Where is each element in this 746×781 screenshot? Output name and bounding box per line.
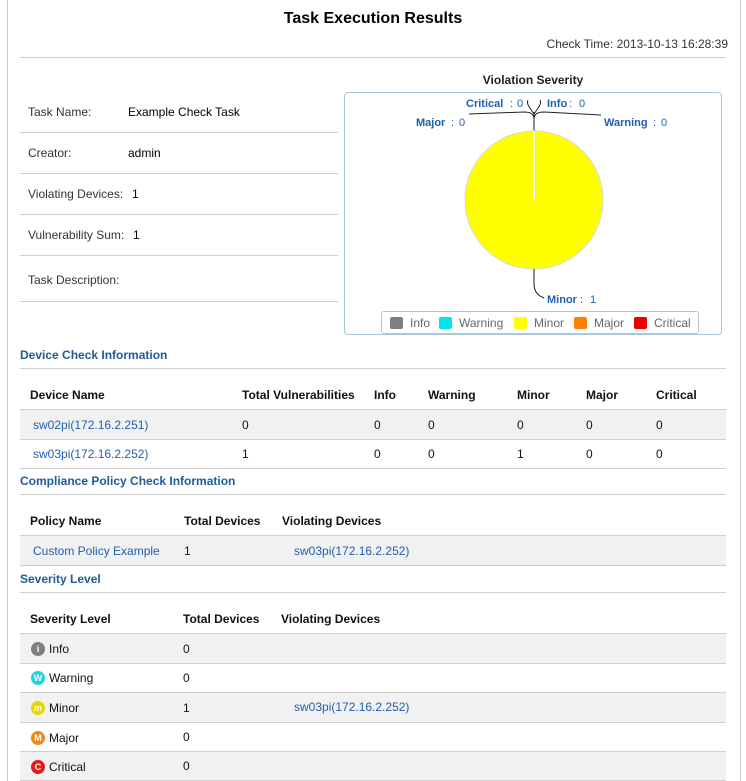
legend-swatch-critical [634, 317, 647, 329]
cell-total-devices: 0 [183, 759, 190, 773]
label-minor: Minor [547, 294, 577, 306]
legend-swatch-info [390, 317, 403, 329]
violating-devices-value: 1 [132, 187, 139, 201]
check-time-value: 2013-10-13 16:28:39 [616, 37, 728, 51]
th-major: Major [586, 388, 619, 402]
th-total-devices: Total Devices [184, 514, 261, 528]
label-critical-value: 0 [517, 98, 524, 110]
severity-label: Major [49, 731, 80, 745]
info-icon [31, 642, 45, 656]
device-section-title: Device Check Information [20, 348, 168, 362]
th-total-devices: Total Devices [183, 612, 260, 626]
policy-section-title: Compliance Policy Check Information [20, 474, 236, 488]
cell-info: 0 [374, 447, 381, 461]
legend-label-major: Major [594, 316, 625, 330]
major-icon [31, 731, 45, 745]
task-description-row [20, 256, 338, 302]
legend-label-critical: Critical [654, 316, 691, 330]
cell-total-devices: 0 [183, 671, 190, 685]
th-warning: Warning [428, 388, 476, 402]
table-row [20, 723, 726, 752]
legend-swatch-warning [439, 317, 452, 329]
th-info: Info [374, 388, 396, 402]
severity-label: Minor [49, 701, 80, 715]
warning-icon-glyph: W [33, 673, 43, 683]
minor-icon-glyph: m [33, 703, 42, 713]
violating-device-link[interactable]: sw03pi(172.16.2.252) [294, 700, 410, 714]
policy-table-header [20, 506, 726, 536]
th-total-vulnerabilities: Total Vulnerabilities [242, 388, 355, 402]
severity-label: Warning [49, 671, 94, 685]
severity-label: Critical [49, 760, 86, 774]
label-info-value-sep: : [569, 98, 573, 110]
th-critical: Critical [656, 388, 697, 402]
pie-label-connector-minor [534, 269, 544, 298]
chart-legend [381, 311, 699, 334]
device-link[interactable]: sw03pi(172.16.2.252) [33, 447, 149, 461]
task-name-label: Task Name: [28, 105, 92, 119]
cell-critical: 0 [656, 447, 663, 461]
severity-section-divider [20, 592, 726, 593]
label-major-value-sep: : [451, 117, 455, 129]
check-time [547, 37, 728, 51]
table-row [20, 664, 726, 693]
policy-section-divider [20, 494, 726, 495]
violating-device-link[interactable]: sw03pi(172.16.2.252) [294, 544, 410, 558]
severity-section-title: Severity Level [20, 572, 101, 586]
legend-label-minor: Minor [534, 316, 565, 330]
critical-icon-glyph: C [34, 762, 42, 772]
task-name-value: Example Check Task [128, 105, 240, 119]
label-warning: Warning [604, 117, 648, 129]
legend-swatch-minor [514, 317, 527, 329]
device-link[interactable]: sw02pi(172.16.2.251) [33, 418, 149, 432]
severity-table-header [20, 604, 726, 634]
label-major-value: 0 [459, 117, 466, 129]
cell-total-devices: 0 [183, 642, 190, 656]
table-row [20, 536, 726, 566]
cell-total: 1 [242, 447, 249, 461]
table-row [20, 410, 726, 440]
vulnerability-sum-label: Vulnerability Sum: [28, 228, 125, 242]
vulnerability-sum-row [20, 215, 338, 256]
label-critical-value-sep: : [510, 98, 514, 110]
cell-info: 0 [374, 418, 381, 432]
cell-total: 0 [242, 418, 249, 432]
legend-label-info: Info [410, 316, 431, 330]
device-table-header [20, 380, 726, 410]
label-info-value: 0 [579, 98, 586, 110]
label-minor-value-sep: : [580, 294, 584, 306]
task-description-label: Task Description: [28, 273, 120, 287]
severity-label: Info [49, 642, 70, 656]
th-violating-devices: Violating Devices [282, 514, 382, 528]
label-info: Info [547, 98, 568, 110]
table-row [20, 693, 726, 723]
table-row [20, 634, 726, 664]
th-violating-devices: Violating Devices [281, 612, 381, 626]
label-warning-value: 0 [661, 117, 668, 129]
cell-warning: 0 [428, 418, 435, 432]
violating-devices-row [20, 174, 338, 215]
check-time-label: Check Time: [546, 37, 614, 51]
table-row [20, 752, 726, 781]
pie-chart-svg [344, 92, 722, 335]
table-row [20, 440, 726, 469]
legend-swatch-major [574, 317, 587, 329]
label-minor-value: 1 [590, 294, 597, 306]
chart-title: Violation Severity [482, 73, 584, 87]
cell-critical: 0 [656, 418, 663, 432]
creator-label: Creator: [28, 146, 72, 160]
warning-icon [31, 671, 45, 685]
cell-total-devices: 0 [183, 730, 190, 744]
label-critical: Critical [466, 98, 504, 110]
cell-total-devices: 1 [184, 544, 191, 558]
header-divider [20, 57, 726, 58]
th-device-name: Device Name [30, 388, 105, 402]
label-major: Major [416, 117, 446, 129]
th-policy-name: Policy Name [30, 514, 102, 528]
label-warning-value-sep: : [653, 117, 657, 129]
critical-icon [31, 760, 45, 774]
device-section-divider [20, 368, 726, 369]
task-name-row [20, 92, 338, 133]
creator-value: admin [128, 146, 161, 160]
major-icon-glyph: M [34, 733, 42, 743]
policy-link[interactable]: Custom Policy Example [33, 544, 160, 558]
th-minor: Minor [517, 388, 550, 402]
cell-warning: 0 [428, 447, 435, 461]
cell-minor: 0 [517, 418, 524, 432]
page-title: Task Execution Results [283, 10, 463, 27]
cell-minor: 1 [517, 447, 524, 461]
cell-major: 0 [586, 418, 593, 432]
cell-total-devices: 1 [183, 701, 190, 715]
info-icon-glyph: i [36, 644, 40, 654]
vulnerability-sum-value: 1 [133, 228, 140, 242]
legend-label-warning: Warning [459, 316, 504, 330]
violating-devices-label: Violating Devices: [28, 187, 124, 201]
creator-row [20, 133, 338, 174]
cell-major: 0 [586, 447, 593, 461]
minor-icon [31, 701, 45, 715]
th-severity-level: Severity Level [30, 612, 111, 626]
